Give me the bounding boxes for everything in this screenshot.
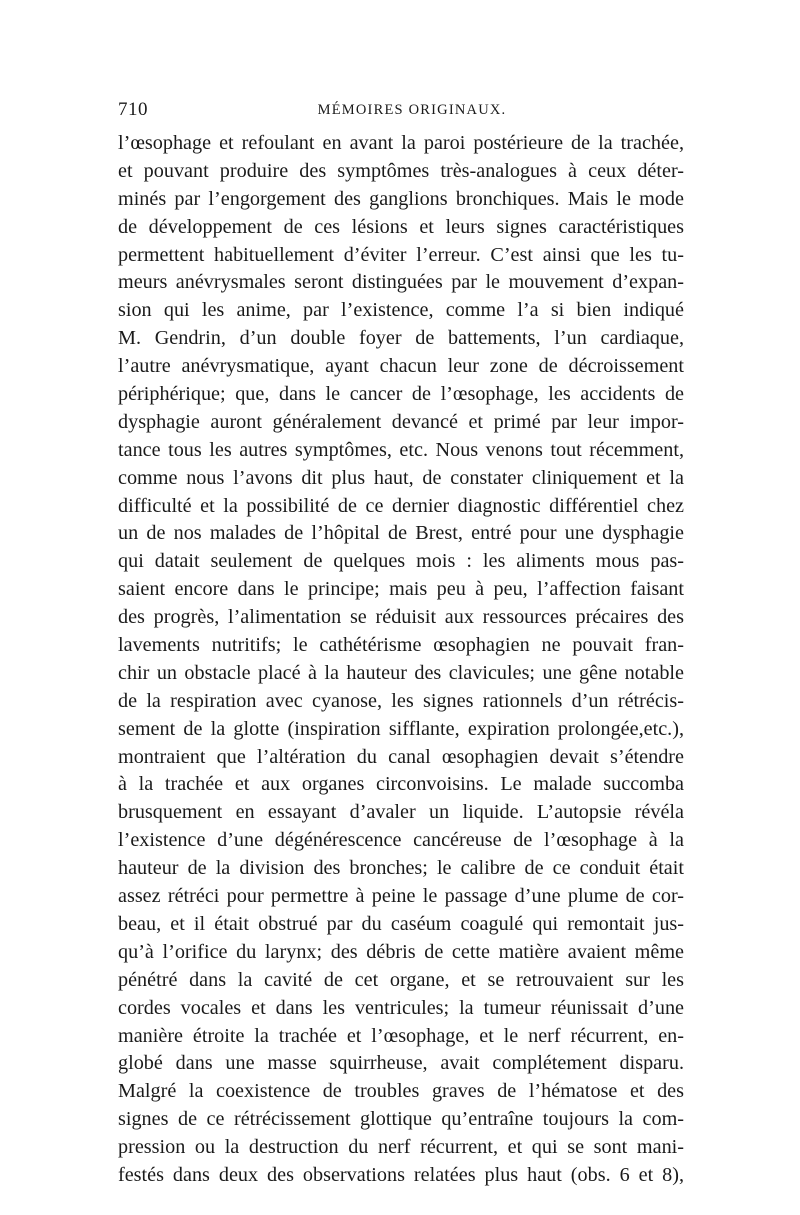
text-line: pénétré dans la cavité de cet organe, et se retrouvaient sur les — [118, 968, 684, 991]
text-line: qui datait seulement de quelques mois : les aliments mous pas- — [118, 550, 684, 573]
text-line: de développement de ces lésions et leurs signes caractéristiques — [118, 215, 684, 238]
text-line: M. Gendrin, d’un double foyer de battements, l’un cardiaque, — [118, 327, 684, 350]
text-line: comme nous l’avons dit plus haut, de constater cliniquement et la — [118, 466, 684, 489]
text-line: meurs anévrysmales seront distinguées par le mouvement d’expan- — [118, 271, 684, 294]
text-line: et pouvant produire des symptômes très-analogues à ceux déter- — [118, 159, 684, 182]
text-line: dysphagie auront généralement devancé et primé par leur impor- — [118, 410, 684, 433]
text-line: l’existence d’une dégénérescence cancéreuse de l’œsophage à la — [118, 829, 684, 852]
text-line: beau, et il était obstrué par du caséum coagulé qui remontait jus- — [118, 912, 684, 935]
body-text — [118, 130, 684, 1190]
text-line: montraient que l’altération du canal œsophagien devait s’étendre — [118, 745, 684, 768]
running-title: MÉMOIRES ORIGINAUX. — [317, 102, 507, 118]
text-line: hauteur de la division des bronches; le calibre de ce conduit était — [118, 857, 684, 880]
text-line: des progrès, l’alimentation se réduisit aux ressources précaires des — [118, 606, 684, 629]
text-line: tance tous les autres symptômes, etc. Nous venons tout récemment, — [118, 438, 684, 461]
page-number: 710 — [118, 99, 148, 120]
text-line: difficulté et la possibilité de ce dernier diagnostic différentiel chez — [118, 494, 684, 517]
text-line: sement de la glotte (inspiration sifflante, expiration prolongée,etc.), — [118, 717, 684, 740]
text-line: périphérique; que, dans le cancer de l’œsophage, les accidents de — [118, 383, 684, 406]
text-line: saient encore dans le principe; mais peu à peu, l’affection faisant — [118, 578, 684, 601]
text-line: l’autre anévrysmatique, ayant chacun leur zone de décroissement — [118, 355, 684, 378]
text-line: signes de ce rétrécissement glottique qu’entraîne toujours la com- — [118, 1108, 684, 1131]
text-line: Malgré la coexistence de troubles graves de l’hématose et des — [118, 1080, 684, 1103]
text-line: lavements nutritifs; le cathétérisme œsophagien ne pouvait fran- — [118, 634, 684, 657]
text-line: sion qui les anime, par l’existence, comme l’a si bien indiqué — [118, 299, 684, 322]
text-line: assez rétréci pour permettre à peine le passage d’une plume de cor- — [118, 885, 684, 908]
text-line: permettent habituellement d’éviter l’erreur. C’est ainsi que les tu- — [118, 243, 684, 266]
text-line: globé dans une masse squirrheuse, avait complétement disparu. — [118, 1052, 684, 1075]
text-line: à la trachée et aux organes circonvoisins. Le malade succomba — [118, 773, 684, 796]
text-line: manière étroite la trachée et l’œsophage, et le nerf récurrent, en- — [118, 1024, 684, 1047]
page-header — [118, 99, 686, 129]
text-line: un de nos malades de l’hôpital de Brest, entré pour une dysphagie — [118, 522, 684, 545]
text-line: festés dans deux des observations relatées plus haut (obs. 6 et 8), — [118, 1163, 684, 1186]
text-line: de la respiration avec cyanose, les signes rationnels d’un rétrécis- — [118, 689, 684, 712]
text-line: brusquement en essayant d’avaler un liquide. L’autopsie révéla — [118, 801, 684, 824]
text-line: cordes vocales et dans les ventricules; la tumeur réunissait d’une — [118, 996, 684, 1019]
text-line: minés par l’engorgement des ganglions bronchiques. Mais le mode — [118, 187, 684, 210]
text-line: pression ou la destruction du nerf récurrent, et qui se sont mani- — [118, 1136, 684, 1159]
text-line: l’œsophage et refoulant en avant la paroi postérieure de la trachée, — [118, 132, 684, 154]
text-line: chir un obstacle placé à la hauteur des clavicules; une gêne notable — [118, 661, 684, 684]
text-line: qu’à l’orifice du larynx; des débris de cette matière avaient même — [118, 940, 684, 963]
